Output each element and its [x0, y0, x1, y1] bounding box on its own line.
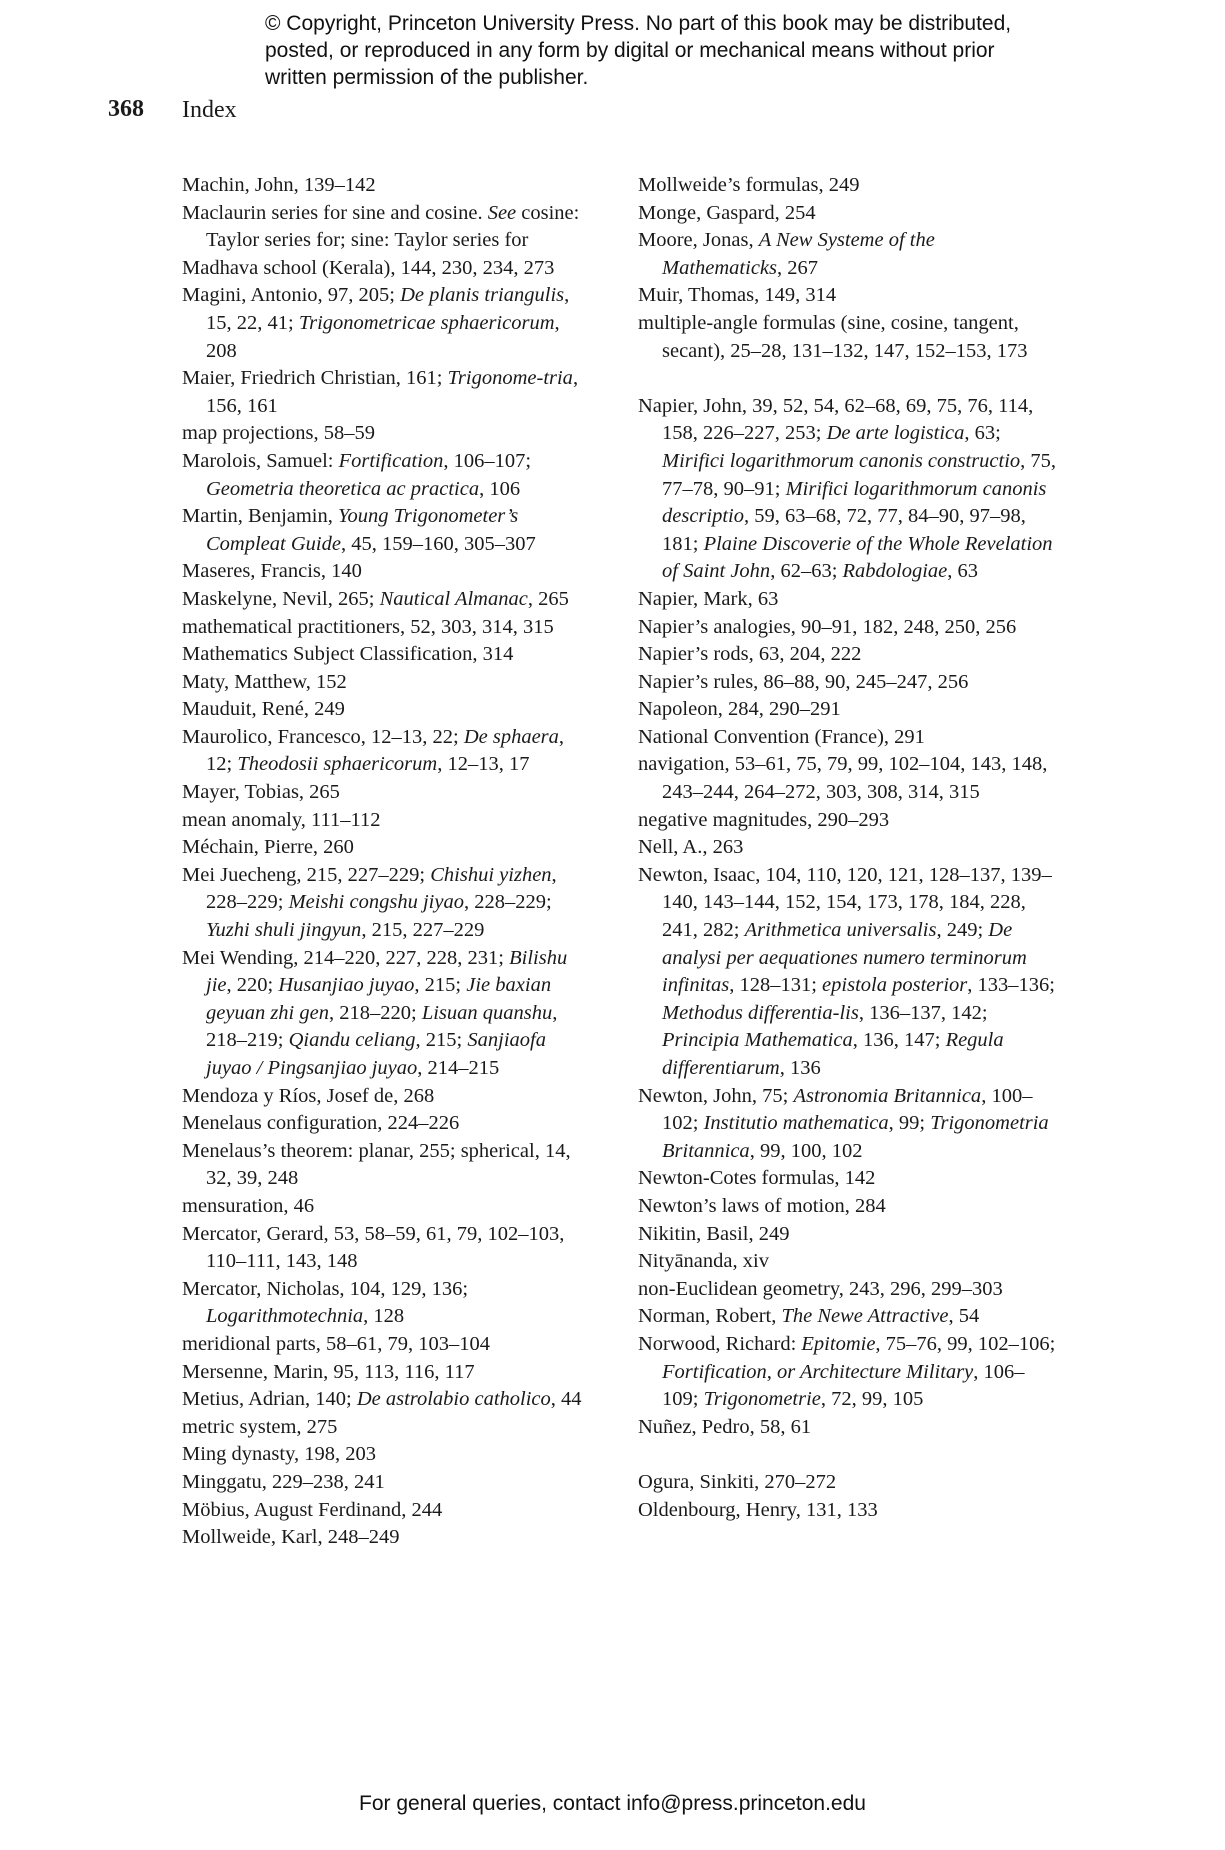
index-entry-title: Young Trigonometer’s Compleat Guide: [206, 505, 519, 555]
index-entry: [638, 586, 1058, 614]
index-entry-text: , 265: [527, 587, 569, 610]
index-entry-text: Mayer, Tobias, 265: [182, 781, 340, 804]
index-entry-text: Maier, Friedrich Christian, 161;: [182, 367, 448, 390]
index-entry-title: Theodosii sphaericorum: [237, 753, 438, 776]
index-entry: [638, 393, 1058, 586]
index-entry: [182, 365, 592, 420]
index-entry-text: , 136–137, 142;: [858, 1001, 988, 1024]
index-entry: [182, 448, 592, 503]
index-entry: [638, 172, 1058, 200]
index-entry-text: negative magnitudes, 290–293: [638, 808, 890, 831]
index-entry-text: Mercator, Nicholas, 104, 129, 136;: [182, 1277, 469, 1300]
index-entry-text: Mersenne, Marin, 95, 113, 116, 117: [182, 1360, 475, 1383]
index-entry: [182, 172, 592, 200]
index-entry: [638, 1469, 1058, 1497]
index-entry-text: , 99;: [888, 1112, 931, 1135]
index-entry-text: Minggatu, 229–238, 241: [182, 1470, 385, 1493]
index-entry-text: Oldenbourg, Henry, 131, 133: [638, 1498, 878, 1521]
index-entry-title: Rabdologiae: [842, 560, 948, 583]
index-entry: [182, 1138, 592, 1193]
index-entry-text: Maurolico, Francesco, 12–13, 22;: [182, 725, 464, 748]
index-entry: [638, 751, 1058, 806]
index-entry: [182, 420, 592, 448]
index-entry-text: multiple-angle formulas (sine, cosine, tangent, secant), 25–28, 131–132, 147, 152–153, 173: [638, 311, 1028, 362]
index-entry-title: Chishui yizhen: [430, 863, 552, 886]
index-entry-title: De analysi per aequationes numero terminorum infinitas: [662, 919, 1027, 997]
index-entry-text: Muir, Thomas, 149, 314: [638, 284, 837, 307]
index-entry-title: Qiandu celiang: [288, 1029, 416, 1052]
index-entry-text: Nikitin, Basil, 249: [638, 1222, 790, 1245]
index-entry: [182, 641, 592, 669]
index-entry-text: mathematical practitioners, 52, 303, 314, 315: [182, 615, 554, 638]
index-entry: [638, 282, 1058, 310]
index-entry-text: Newton-Cotes formulas, 142: [638, 1167, 876, 1190]
index-entry: [638, 862, 1058, 1083]
index-entry-text: Napier’s analogies, 90–91, 182, 248, 250, 256: [638, 615, 1017, 638]
index-entry: [182, 669, 592, 697]
index-entry-title: Mirifici logarithmorum canonis constructio: [662, 449, 1021, 472]
index-entry: [638, 1083, 1058, 1166]
index-entry-text: , 218–219;: [206, 1001, 558, 1052]
index-entry-text: , 133–136;: [967, 974, 1055, 997]
index-entry: [182, 614, 592, 642]
index-entry-text: Metius, Adrian, 140;: [182, 1388, 357, 1411]
index-entry-title: Jie baxian geyuan zhi gen: [206, 974, 552, 1024]
index-entry: [182, 807, 592, 835]
index-entry-title: Trigonometria Britannica: [662, 1112, 1049, 1162]
index-entry-text: Mei Wending, 214–220, 227, 228, 231;: [182, 946, 510, 969]
index-entry-text: Napoleon, 284, 290–291: [638, 698, 841, 721]
index-entry: [638, 1414, 1058, 1442]
index-entry-text: Napier’s rods, 63, 204, 222: [638, 643, 862, 666]
index-entry-title: De planis triangulis: [400, 284, 565, 307]
index-entry-title: Arithmetica universalis: [744, 919, 937, 942]
index-entry-text: Norwood, Richard:: [638, 1332, 802, 1355]
index-entry: [182, 1331, 592, 1359]
index-entry-text: Mendoza y Ríos, Josef de, 268: [182, 1084, 435, 1107]
index-entry: [638, 200, 1058, 228]
index-entry: [182, 1221, 592, 1276]
index-entry-text: , 54: [948, 1305, 980, 1328]
index-entry: [638, 310, 1058, 365]
index-entry-title: De sphaera: [463, 725, 559, 748]
index-entry-text: , 136: [779, 1057, 821, 1079]
index-entry-title: Yuzhi shuli jingyun: [206, 919, 362, 942]
index-column-left: [182, 172, 592, 1552]
index-entry-text: , 12–13, 17: [437, 753, 530, 776]
index-entry-text: , 128–131;: [729, 974, 823, 997]
index-entry-text: , 75, 77–78, 90–91;: [662, 449, 1057, 500]
index-entry-title: Bilishu jie: [206, 946, 568, 997]
index-entry-text: , 156, 161: [206, 367, 579, 417]
index-entry-title: Astronomia Britannica: [793, 1084, 982, 1107]
index-entry-text: , 100–102;: [662, 1084, 1033, 1135]
index-entry: [182, 945, 592, 1083]
index-entry-text: , 15, 22, 41;: [206, 284, 570, 334]
index-entry: [182, 696, 592, 724]
index-entry-title: epistola posterior: [822, 974, 968, 997]
index-entry-title: Institutio mathematica: [703, 1112, 889, 1135]
index-entry: [182, 1497, 592, 1525]
index-entry-text: , 63;: [964, 422, 1001, 445]
index-entry: [182, 1386, 592, 1414]
index-entry-text: Newton’s laws of motion, 284: [638, 1194, 886, 1217]
index-entry: [182, 586, 592, 614]
index-entry-text: , 45, 159–160, 305–307: [340, 532, 536, 555]
letter-group-gap: [638, 1441, 1058, 1469]
index-entry: [182, 282, 592, 365]
index-entry: [638, 1248, 1058, 1276]
index-entry-text: mensuration, 46: [182, 1194, 315, 1217]
index-entry-text: Menelaus’s theorem: planar, 255; spherical, 14, 32, 39, 248: [182, 1139, 571, 1190]
index-entry-text: , 249;: [936, 919, 989, 942]
index-entry-text: Nell, A., 263: [638, 836, 744, 859]
index-entry-text: Ogura, Sinkiti, 270–272: [638, 1470, 837, 1493]
index-entry-text: non-Euclidean geometry, 243, 296, 299–303: [638, 1277, 1003, 1300]
index-entry-text: , 12;: [206, 725, 565, 776]
index-entry-text: , 72, 99, 105: [820, 1388, 924, 1411]
index-entry-text: , 136, 147;: [852, 1029, 946, 1052]
index-entry-text: Machin, John, 139–142: [182, 174, 376, 196]
index-entry-text: meridional parts, 58–61, 79, 103–104: [182, 1332, 491, 1355]
index-entry-text: Marolois, Samuel:: [182, 449, 339, 472]
index-entry-text: National Convention (France), 291: [638, 725, 925, 748]
index-entry: [182, 1414, 592, 1442]
index-entry-text: Mollweide’s formulas, 249: [638, 174, 860, 196]
index-entry-text: mean anomaly, 111–112: [182, 808, 381, 831]
index-entry: [638, 834, 1058, 862]
index-entry-text: , 106–107;: [443, 449, 532, 472]
index-entry-text: , 214–215: [417, 1057, 500, 1079]
index-entry: [638, 1193, 1058, 1221]
index-entry-title: Lisuan quanshu: [421, 1001, 553, 1024]
index-column-right: [638, 172, 1058, 1524]
index-entry: [638, 641, 1058, 669]
index-entry-title: Geometria theoretica ac practica: [206, 477, 480, 500]
index-entry-text: Nuñez, Pedro, 58, 61: [638, 1415, 812, 1438]
index-entry-text: , 228–229;: [463, 891, 552, 914]
index-entry-text: Madhava school (Kerala), 144, 230, 234, 273: [182, 256, 555, 279]
index-entry-text: , 215;: [414, 974, 467, 997]
index-entry: [638, 669, 1058, 697]
index-entry: [638, 724, 1058, 752]
index-entry: [638, 1303, 1058, 1331]
index-entry-title: Mirifici logarithmorum canonis descriptio: [662, 477, 1047, 528]
index-entry-text: Napier, John, 39, 52, 54, 62–68, 69, 75, 76, 114, 158, 226–227, 253;: [638, 394, 1034, 445]
index-entry: [182, 255, 592, 283]
index-entry-text: cosine: Taylor series for; sine: Taylor series for: [206, 201, 580, 252]
letter-group-gap: [638, 365, 1058, 393]
index-entry-title: The Newe Attractive: [781, 1305, 949, 1328]
index-entry: [182, 1083, 592, 1111]
index-entry: [182, 724, 592, 779]
index-entry-text: , 59, 63–68, 72, 77, 84–90, 97–98, 181;: [662, 505, 1026, 555]
index-entry-text: Mercator, Gerard, 53, 58–59, 61, 79, 102–103, 110–111, 143, 148: [182, 1222, 565, 1273]
index-entry-title: Meishi congshu jiyao: [288, 891, 464, 914]
index-entry-text: Ming dynasty, 198, 203: [182, 1443, 376, 1466]
index-entry-text: , 267: [777, 256, 818, 279]
index-entry: [182, 1193, 592, 1221]
index-entry-text: Mathematics Subject Classification, 314: [182, 643, 514, 666]
index-entry-text: Méchain, Pierre, 260: [182, 836, 354, 859]
index-entry-title: Logarithmotechnia: [206, 1305, 364, 1328]
index-entry-title: Trigonome-tria: [447, 367, 573, 390]
index-entry: [182, 1276, 592, 1331]
index-entry: [638, 227, 1058, 282]
index-entry-title: De arte logistica: [826, 422, 965, 445]
index-entry-text: , 62–63;: [770, 560, 843, 583]
index-entry: [182, 834, 592, 862]
index-entry-text: map projections, 58–59: [182, 422, 376, 445]
index-entry: [638, 1497, 1058, 1525]
index-entry-title: Sanjiaofa juyao / Pingsanjiao juyao: [206, 1029, 546, 1079]
index-entry-title: Trigonometrie: [703, 1388, 821, 1411]
index-entry-text: metric system, 275: [182, 1415, 338, 1438]
index-entry: [638, 1221, 1058, 1249]
index-entry-text: , 99, 100, 102: [749, 1139, 863, 1162]
index-entry: [182, 200, 592, 255]
index-entry-title: Methodus differentia-lis: [662, 1001, 859, 1024]
index-entry: [638, 1165, 1058, 1193]
index-entry-text: Norman, Robert,: [638, 1305, 782, 1328]
index-entry-text: , 208: [206, 311, 560, 362]
index-entry: [182, 503, 592, 558]
copyright-notice: © Copyright, Princeton University Press. No part of this book may be distributed, posted, or reproduced in any form by digital or mechanical means without prior written permission of the publisher.: [265, 12, 1012, 89]
index-entry-text: Maskelyne, Nevil, 265;: [182, 587, 380, 610]
index-entry-title: De astrolabio catholico: [356, 1388, 551, 1411]
footer-contact: For general queries, contact info@press.princeton.edu: [359, 1792, 866, 1815]
index-entry-title: A New Systeme of the Mathematicks: [662, 229, 935, 279]
index-entry-text: Nityānanda, xiv: [638, 1250, 769, 1273]
index-entry: [182, 1469, 592, 1497]
index-entry-text: , 228–229;: [206, 863, 557, 914]
index-entry-title: See: [487, 201, 517, 224]
index-entry-text: , 44: [550, 1388, 582, 1411]
index-entry-text: , 128: [363, 1305, 405, 1328]
index-entry-text: , 106–109;: [662, 1360, 1025, 1411]
index-entry-text: , 220;: [226, 974, 279, 997]
index-entry-text: , 215;: [415, 1029, 468, 1052]
index-entry-text: , 106: [479, 477, 521, 500]
index-entry: [182, 779, 592, 807]
index-entry-text: Monge, Gaspard, 254: [638, 201, 816, 224]
index-entry-title: Nautical Almanac: [379, 587, 528, 610]
index-entry: [638, 696, 1058, 724]
index-entry-text: , 215, 227–229: [361, 919, 485, 942]
index-entry-text: , 63: [947, 560, 979, 583]
index-entry-text: Maclaurin series for sine and cosine.: [182, 201, 488, 224]
index-entry: [638, 1331, 1058, 1414]
index-entry-text: Newton, John, 75;: [638, 1084, 794, 1107]
index-entry-title: Fortification, or Architecture Military: [662, 1360, 974, 1383]
index-entry-text: Napier, Mark, 63: [638, 587, 779, 610]
index-entry: [182, 1524, 592, 1552]
index-entry-title: Husanjiao juyao: [278, 974, 415, 997]
index-entry-text: Newton, Isaac, 104, 110, 120, 121, 128–137, 139–140, 143–144, 152, 154, 173, 178, 184, 228, 241, 282;: [638, 863, 1052, 942]
index-entry-text: Menelaus configuration, 224–226: [182, 1112, 460, 1135]
index-entry-text: Moore, Jonas,: [638, 229, 759, 252]
running-head: Index: [182, 97, 237, 123]
index-entry-text: Mollweide, Karl, 248–249: [182, 1526, 400, 1549]
index-entry-title: Trigonometricae sphaericorum: [298, 311, 555, 334]
index-entry-text: Mei Juecheng, 215, 227–229;: [182, 863, 431, 886]
index-entry-text: Maty, Matthew, 152: [182, 670, 347, 693]
index-entry-text: Maseres, Francis, 140: [182, 560, 362, 583]
index-entry: [638, 1276, 1058, 1304]
index-entry-text: navigation, 53–61, 75, 79, 99, 102–104, 143, 148, 243–244, 264–272, 303, 308, 314, 315: [638, 753, 1048, 804]
index-entry-title: Epitomie: [801, 1332, 876, 1355]
index-entry-title: Regula differentiarum: [662, 1029, 1004, 1079]
index-entry-text: Möbius, August Ferdinand, 244: [182, 1498, 443, 1521]
index-entry: [182, 1110, 592, 1138]
index-entry-text: Mauduit, René, 249: [182, 698, 345, 721]
page-number: 368: [108, 96, 144, 122]
index-entry-text: , 75–76, 99, 102–106;: [875, 1332, 1056, 1355]
index-entry: [182, 558, 592, 586]
index-entry-text: , 218–220;: [328, 1001, 422, 1024]
index-entry-text: Napier’s rules, 86–88, 90, 245–247, 256: [638, 670, 969, 693]
index-entry: [182, 1359, 592, 1387]
index-entry: [638, 614, 1058, 642]
index-entry: [638, 807, 1058, 835]
index-entry-title: Plaine Discoverie of the Whole Revelation of Saint John: [662, 532, 1053, 583]
index-entry: [182, 862, 592, 945]
index-entry-title: Fortification: [338, 449, 444, 472]
index-entry-text: Magini, Antonio, 97, 205;: [182, 284, 401, 307]
index-entry-text: Martin, Benjamin,: [182, 505, 339, 528]
index-entry-title: Principia Mathematica: [662, 1029, 853, 1052]
index-entry: [182, 1441, 592, 1469]
